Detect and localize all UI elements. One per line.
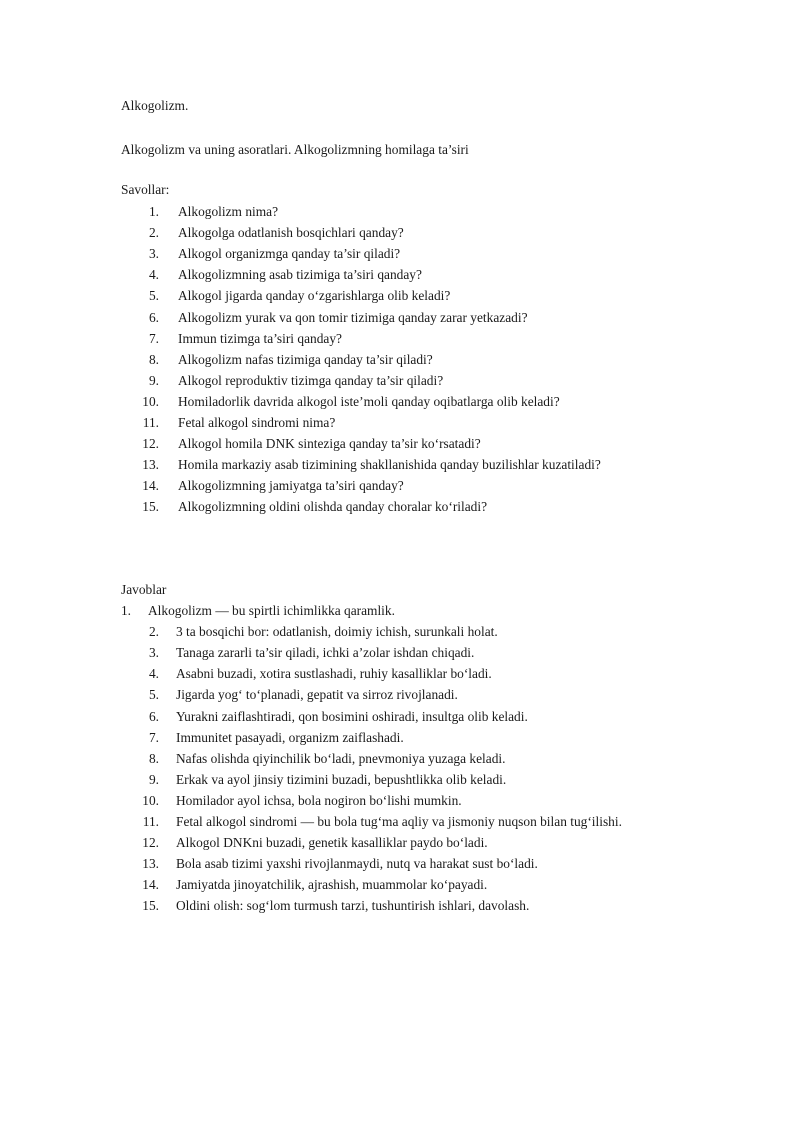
- item-number: 11.: [142, 814, 159, 829]
- document-title: Alkogolizm.: [121, 98, 189, 113]
- item-text: Alkogolizm nafas tizimiga qanday ta’sir qiladi?: [178, 351, 433, 367]
- item-text: Alkogol jigarda qanday o‘zgarishlarga olib keladi?: [178, 288, 451, 304]
- item-number: 7.: [148, 729, 159, 745]
- item-number: 10.: [142, 393, 159, 409]
- item-number: 2.: [148, 624, 159, 640]
- item-number: 2.: [148, 225, 159, 241]
- item-text: Alkogol DNKni buzadi, genetik kasalliklar paydo bo‘ladi.: [176, 835, 488, 851]
- item-text: Alkogolizmning oldini olishda qanday choralar ko‘riladi?: [178, 499, 488, 515]
- item-number: 13.: [142, 457, 159, 473]
- item-text: Oldini olish: sog‘lom turmush tarzi, tushuntirish ishlari, davolash.: [176, 898, 530, 914]
- item-number: 15.: [142, 499, 159, 515]
- item-text: Alkogol reproduktiv tizimga qanday ta’sir qiladi?: [178, 372, 444, 388]
- document-subtitle: Alkogolizm va uning asoratlari. Alkogolizmning homilaga ta’siri: [121, 142, 469, 157]
- item-text: Nafas olishda qiyinchilik bo‘ladi, pnevmoniya yuzaga keladi.: [176, 750, 506, 766]
- item-number: 3.: [148, 246, 159, 262]
- item-text: Immun tizimga ta’siri qanday?: [178, 330, 342, 346]
- item-text: Immunitet pasayadi, organizm zaiflashadi.: [176, 729, 404, 745]
- item-number: 3.: [148, 645, 159, 661]
- item-text: Alkogolizmning jamiyatga ta’siri qanday?: [178, 478, 404, 494]
- item-text: Alkogolizm — bu spirtli ichimlikka qaramlik.: [148, 603, 395, 618]
- item-text: Alkogolga odatlanish bosqichlari qanday?: [178, 225, 404, 241]
- item-number: 8.: [148, 351, 159, 367]
- answers-heading: Javoblar: [121, 582, 167, 597]
- item-number: 14.: [142, 877, 159, 893]
- item-text: Fetal alkogol sindromi — bu bola tug‘ma aqliy va jismoniy nuqson bilan tug‘ilishi.: [176, 814, 622, 829]
- item-text: Bola asab tizimi yaxshi rivojlanmaydi, nutq va harakat sust bo‘ladi.: [176, 856, 538, 872]
- item-number: 1.: [120, 603, 131, 618]
- item-number: 6.: [148, 309, 159, 325]
- item-number: 11.: [142, 415, 159, 430]
- item-number: 6.: [148, 708, 159, 724]
- item-text: Alkogolizmning asab tizimiga ta’siri qanday?: [178, 267, 422, 283]
- item-text: Homila markaziy asab tizimining shakllanishida qanday buzilishlar kuzatiladi?: [178, 457, 601, 473]
- item-number: 1.: [148, 204, 159, 219]
- item-number: 12.: [142, 835, 159, 851]
- item-text: Homiladorlik davrida alkogol iste’moli qanday oqibatlarga olib keladi?: [178, 393, 560, 409]
- item-text: Fetal alkogol sindromi nima?: [178, 415, 336, 430]
- item-number: 8.: [148, 750, 159, 766]
- item-number: 15.: [142, 898, 159, 914]
- item-number: 4.: [148, 267, 159, 283]
- item-number: 5.: [148, 288, 159, 304]
- item-text: Erkak va ayol jinsiy tizimini buzadi, bepushtlikka olib keladi.: [176, 771, 507, 787]
- item-text: Alkogolizm yurak va qon tomir tizimiga qanday zarar yetkazadi?: [178, 309, 528, 325]
- item-number: 9.: [148, 771, 159, 787]
- item-text: Asabni buzadi, xotira sustlashadi, ruhiy kasalliklar bo‘ladi.: [176, 666, 492, 682]
- item-text: Tanaga zararli ta’sir qiladi, ichki a’zolar ishdan chiqadi.: [176, 645, 475, 661]
- item-number: 5.: [148, 687, 159, 703]
- item-text: 3 ta bosqichi bor: odatlanish, doimiy ichish, surunkali holat.: [176, 624, 498, 640]
- item-text: Homilador ayol ichsa, bola nogiron bo‘lishi mumkin.: [176, 792, 462, 808]
- item-number: 12.: [142, 436, 159, 452]
- item-number: 10.: [142, 792, 159, 808]
- item-number: 4.: [148, 666, 159, 682]
- item-number: 7.: [148, 330, 159, 346]
- item-text: Alkogol organizmga qanday ta’sir qiladi?: [178, 246, 401, 262]
- item-text: Alkogol homila DNK sinteziga qanday ta’sir ko‘rsatadi?: [178, 436, 481, 452]
- questions-heading: Savollar:: [121, 182, 170, 197]
- item-number: 14.: [142, 478, 159, 494]
- item-text: Jigarda yog‘ to‘planadi, gepatit va sirroz rivojlanadi.: [176, 687, 458, 703]
- item-text: Alkogolizm nima?: [178, 204, 279, 219]
- item-number: 9.: [148, 372, 159, 388]
- item-number: 13.: [142, 856, 159, 872]
- item-text: Yurakni zaiflashtiradi, qon bosimini oshiradi, insultga olib keladi.: [176, 708, 528, 724]
- item-text: Jamiyatda jinoyatchilik, ajrashish, muammolar ko‘payadi.: [176, 877, 488, 893]
